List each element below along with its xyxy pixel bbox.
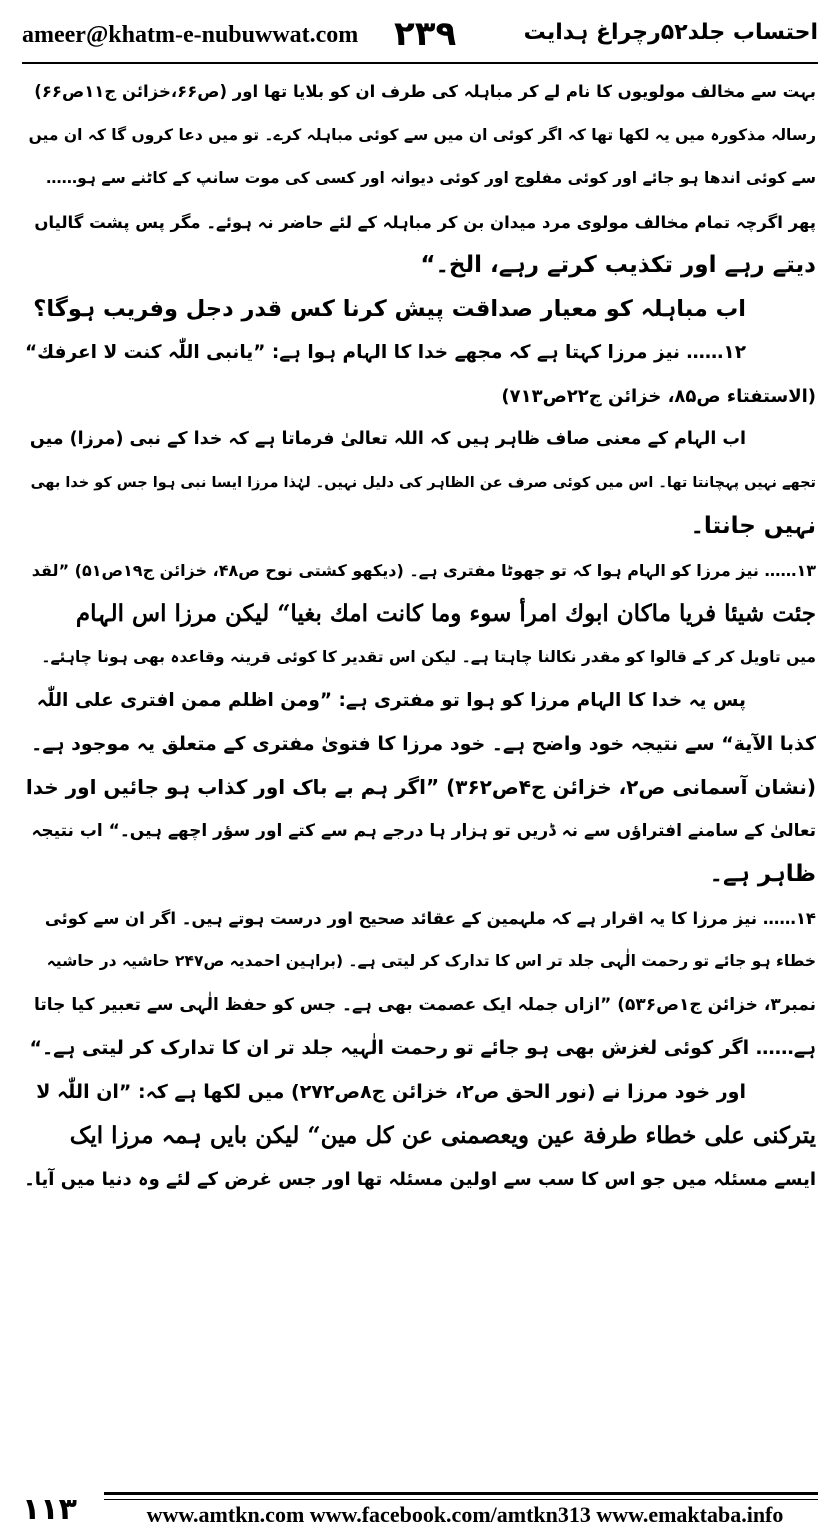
header-email: ameer@khatm-e-nubuwwat.com bbox=[22, 22, 359, 48]
text-line: (نشان آسمانی ص۲، خزائن ج۴ص۳۶۲) ”اگر ہم بے باک اور کذاب ہو جائیں اور خدا bbox=[25, 775, 816, 799]
footer-rule-thick bbox=[104, 1492, 818, 1495]
text-line: تجھے نہیں پہچانتا تھا۔ اس میں کوئی صرف عن الظاہر کی دلیل نہیں۔ لہٰذا مرزا ایسا نبی ہوا جس کو خدا بھی bbox=[30, 474, 816, 491]
text-line: كذبا الآیة“ سے نتیجہ خود واضح ہے۔ خود مرزا کا فتویٰ مفتری کے متعلق یہ موجود ہے۔ bbox=[31, 732, 816, 755]
text-line: دیتے رہے اور تکذیب کرتے رہے، الخ۔“ bbox=[420, 252, 816, 278]
text-line: اور خود مرزا نے (نور الحق ص۲، خزائن ج۸ص۲۷۲) میں لکھا ہے کہ: ”ان اللّٰہ لا bbox=[36, 1080, 746, 1103]
text-line: رسالہ مذکورہ میں یہ لکھا تھا کہ اگر کوئی ان میں سے کوئی مباہلہ کرے۔ تو میں دعا کروں گا کہ ان میں bbox=[28, 125, 816, 144]
text-line: سے کوئی اندھا ہو جائے اور کوئی مفلوج اور کوئی دیوانہ اور کسی کی موت سانپ کے کاٹنے سے ہو…… bbox=[46, 169, 816, 187]
text-line: خطاء ہو جائے تو رحمت الٰہی جلد تر اس کا تدارک کر لیتی ہے۔ (براہین احمدیہ ص۲۴۷ حاشیہ در حاشیہ bbox=[46, 952, 816, 970]
text-line: ایسے مسئلہ میں جو اس کا سب سے اولین مسئلہ تھا اور جس غرض کے لئے وہ دنیا میں آیا۔ bbox=[24, 1168, 816, 1190]
citation-line: (الاستفتاء ص۸۵، خزائن ج۲۲ص۷۱۳) bbox=[501, 385, 816, 407]
text-line: ۱۲…… نیز مرزا کہتا ہے کہ مجھے خدا کا الہام ہوا ہے: ”یانبی اللّٰہ کنت لا اعرفك“ bbox=[25, 342, 746, 363]
text-line: میں تاویل کر کے قالوا کو مقدر نکالنا چاہتا ہے۔ لیکن اس تقدیر کا کوئی قرینہ وقاعدہ بھی ہونا چاہئے۔ bbox=[41, 647, 816, 666]
page-body bbox=[24, 70, 816, 1465]
text-line: تعالیٰ کے سامنے افتراؤں سے نہ ڈریں تو ہزار ہا درجے ہم سے کتے اور سؤر اچھے ہیں۔“ اب نتیجہ bbox=[31, 820, 816, 841]
page-header bbox=[22, 14, 818, 64]
page-footer bbox=[22, 1488, 818, 1532]
text-line: پس یہ خدا کا الہام مرزا کو ہوا تو مفتری ہے: ”ومن اظلم ممن افتری علی اللّٰہ bbox=[36, 690, 746, 711]
text-line: ۱۴…… نیز مرزا کا یہ اقرار ہے کہ ملہمین کے عقائد صحیح اور درست ہوتے ہیں۔ اگر ان سے کوئی bbox=[44, 908, 816, 928]
text-line: نمبر۳، خزائن ج۱ص۵۳۶) ”ازاں جملہ ایک عصمت بھی ہے۔ جس کو حفظ الٰہی سے تعبیر کیا جاتا bbox=[34, 994, 816, 1015]
text-line: ہے…… اگر کوئی لغزش بھی ہو جائے تو رحمت الٰہیہ جلد تر ان کا تدارک کر لیتی ہے۔“ bbox=[29, 1037, 816, 1059]
text-line: اب مباہلہ کو معیار صداقت پیش کرنا کس قدر دجل وفریب ہوگا؟ bbox=[33, 295, 746, 322]
text-line: بہت سے مخالف مولویوں کا نام لے کر مباہلہ کی طرف ان کو بلایا تھا اور (ص۶۶،خزائن ج۱۱ص۶۶) bbox=[34, 82, 816, 101]
header-page-number: ۲۳۹ bbox=[394, 14, 457, 54]
arabic-quote-line: یترکنی علی خطاء طرفة عین ویعصمنی عن کل مین“ لیکن بایں ہمہ مرزا ایک bbox=[69, 1122, 816, 1149]
text-line: پھر اگرچہ تمام مخالف مولوی مرد میدان بن کر مباہلہ کے لئے حاضر نہ ہوئے۔ مگر پس پشت گالیاں bbox=[34, 212, 816, 232]
text-line: ۱۳…… نیز مرزا کو الہام ہوا کہ تو جھوٹا مفتری ہے۔ (دیکھو کشتی نوح ص۴۸، خزائن ج۱۹ص۵۱) ”لقد bbox=[31, 560, 816, 580]
header-book-title: احتساب جلد۵۲رچراغ ہدایت bbox=[523, 20, 818, 45]
header-rule bbox=[22, 62, 818, 64]
text-line: نہیں جانتا۔ bbox=[690, 513, 816, 539]
footer-website-links: www.amtkn.com www.facebook.com/amtkn313 www.emaktaba.info bbox=[146, 1502, 784, 1527]
arabic-quote-line: جئت شیئا فریا ماکان ابوك امرأ سوء وما كانت امك بغیا“ لیکن مرزا اس الہام bbox=[75, 600, 816, 627]
text-line: اب الہام کے معنی صاف ظاہر ہیں کہ اللہ تعالیٰ فرماتا ہے کہ خدا کے نبی (مرزا) میں bbox=[29, 429, 746, 449]
text-line: ظاہر ہے۔ bbox=[709, 861, 816, 887]
footer-rule-thin bbox=[104, 1499, 818, 1500]
footer-page-number: ۱۱۳ bbox=[22, 1488, 85, 1532]
